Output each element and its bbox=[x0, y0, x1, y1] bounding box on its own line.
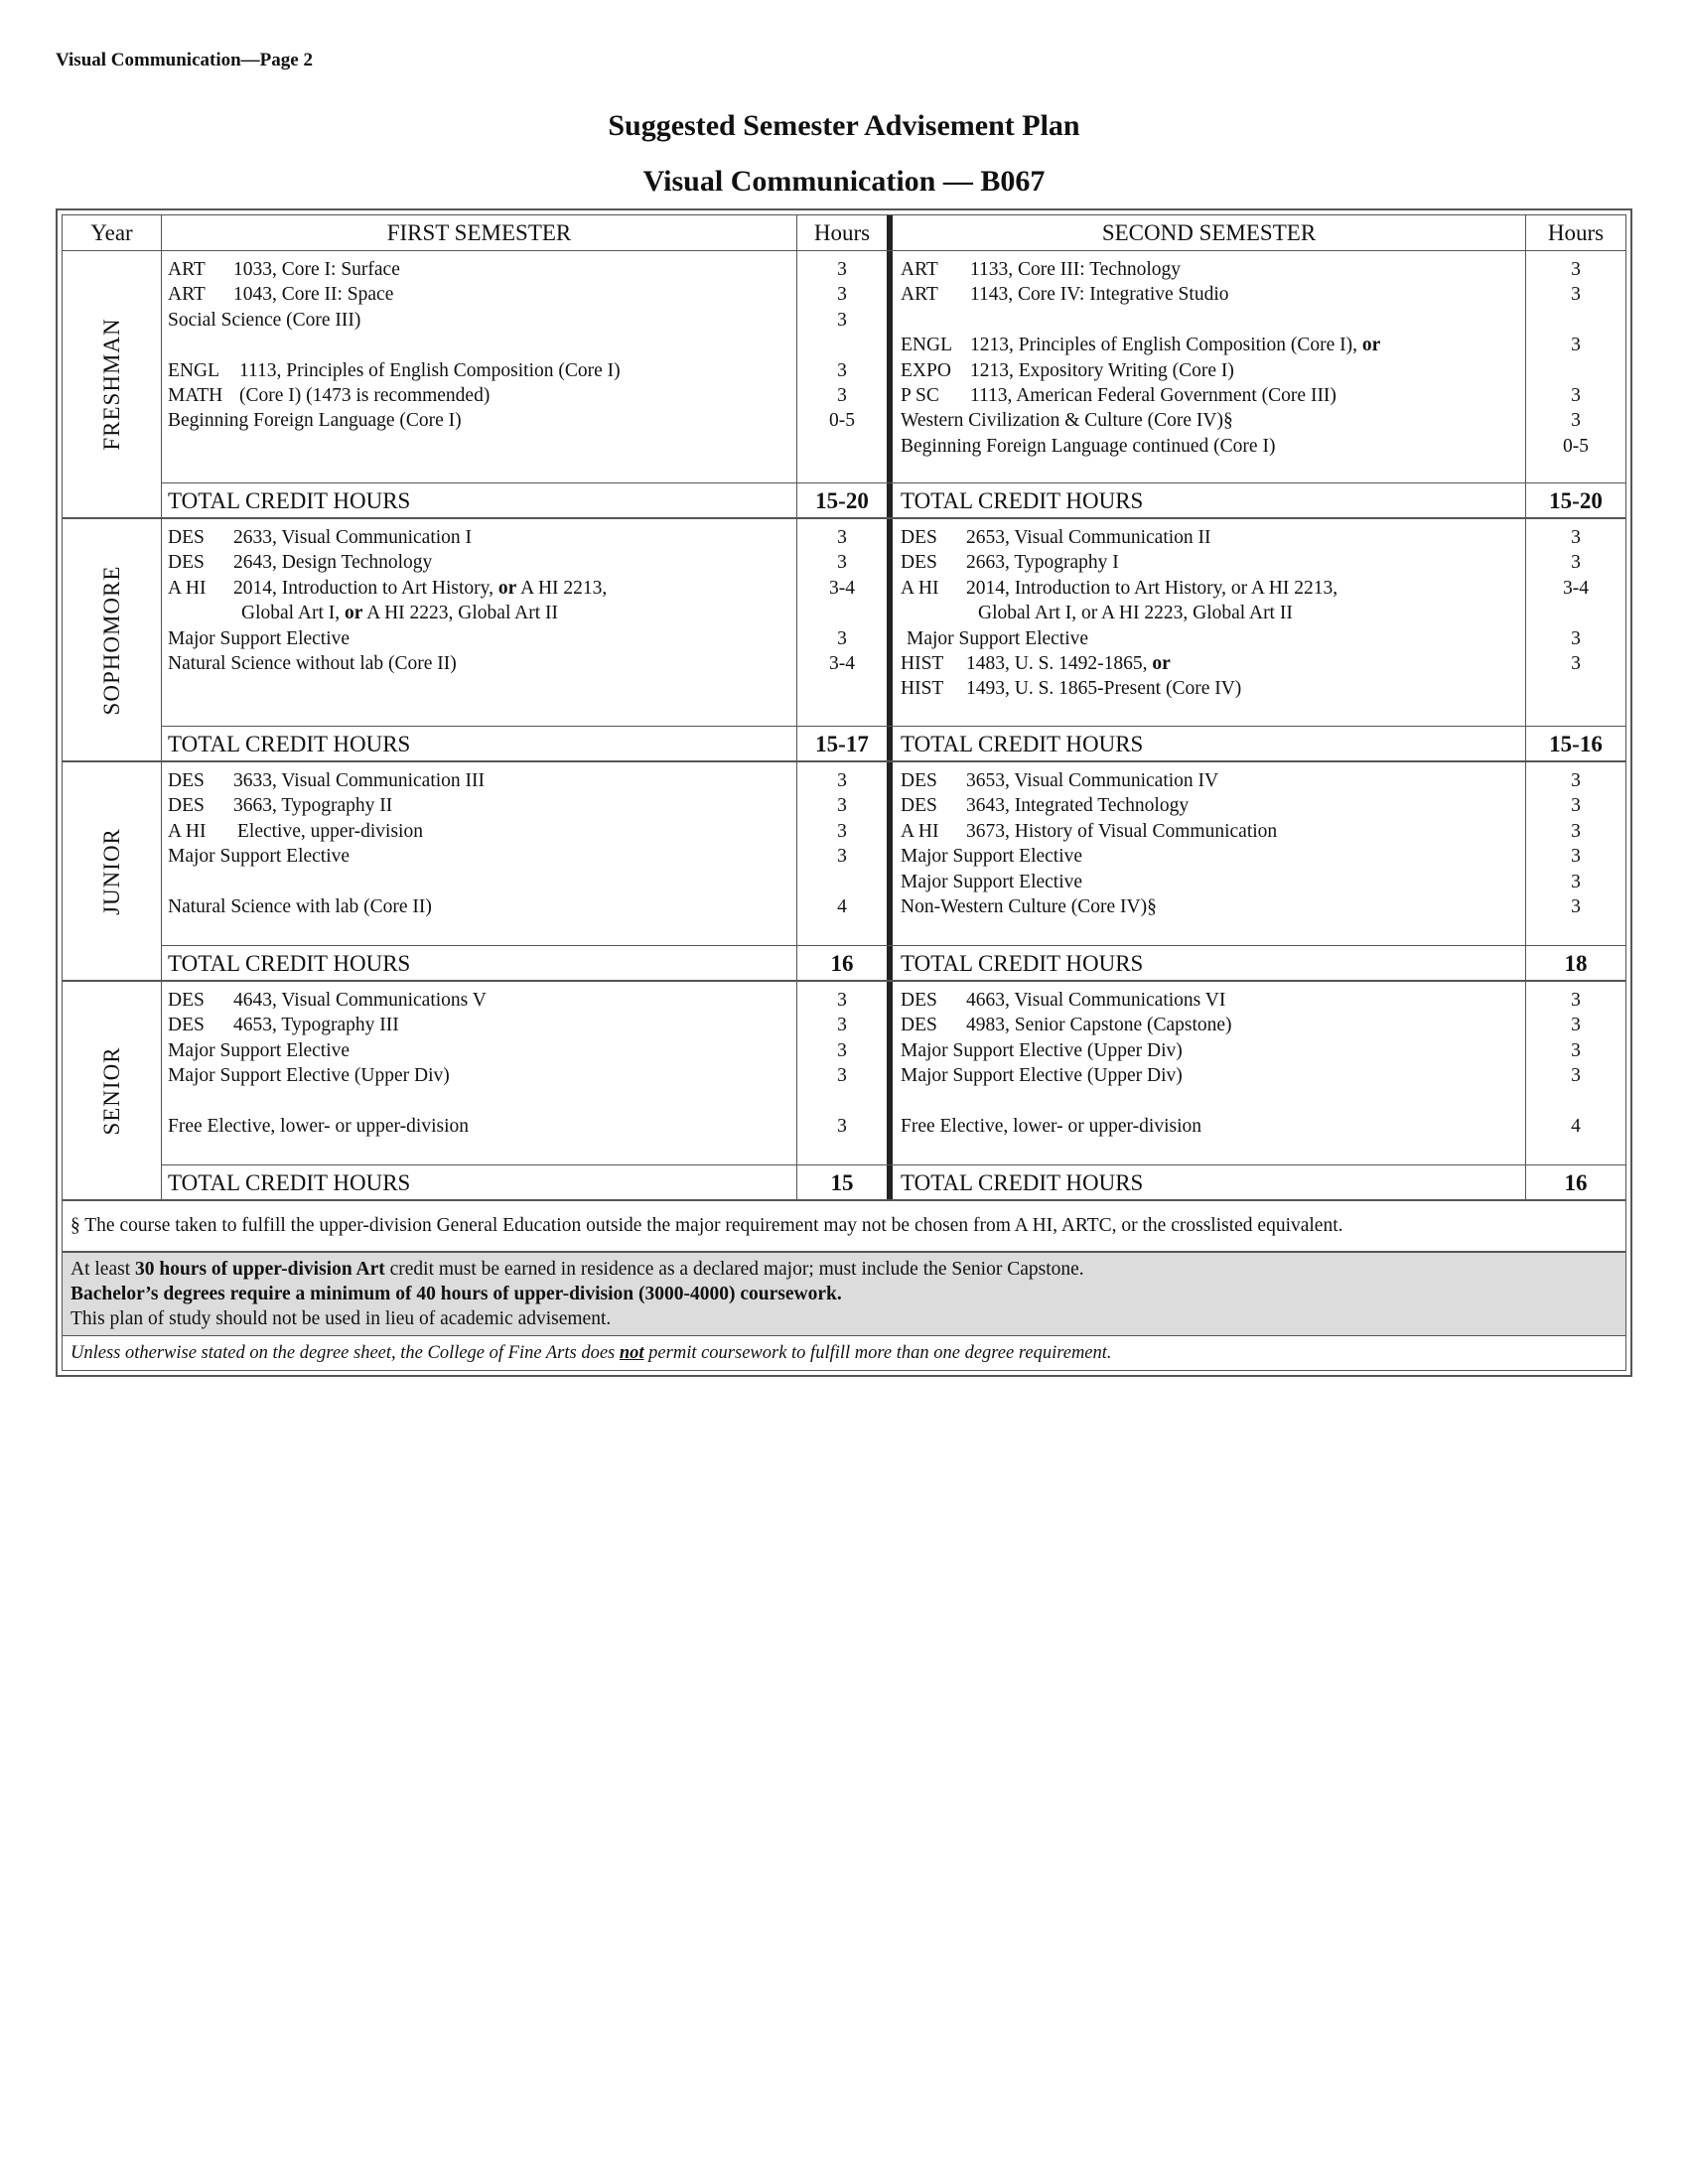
course-line: DES 4643, Visual Communications V bbox=[168, 990, 487, 1011]
course-line: Major Support Elective bbox=[907, 627, 1089, 649]
footnote: § The course taken to fulfill the upper-division General Education outside the major requirement may not be chosen from A HI, ARTC, or the crosslisted equivalent. bbox=[63, 1201, 1625, 1253]
course-line: ENGL 1113, Principles of English Composition (Core I) bbox=[168, 359, 621, 381]
page-header: Visual Communication—Page 2 bbox=[56, 50, 313, 70]
requirements-note: At least 30 hours of upper-division Art credit must be earned in residence as a declared major; must include the Senior Capstone. Bachelor’s degrees require a minimum of 40 hours of upper-division (3000-4000) coursework. This plan of study should not be used in lieu of academic advisement. bbox=[63, 1253, 1625, 1336]
course-line: Social Science (Core III) bbox=[168, 309, 361, 331]
year-label-freshman: FRESHMAN bbox=[63, 251, 162, 517]
course-line: HIST 1493, U. S. 1865-Present (Core IV) bbox=[901, 678, 1242, 700]
freshman-hours-1: 3 3 3 3 3 0-5 bbox=[797, 251, 893, 482]
sophomore-hours-1: 3 3 3-4 3 3-4 bbox=[797, 519, 893, 726]
course-line: ENGL 1213, Principles of English Composition (Core I), or bbox=[901, 335, 1381, 356]
year-label-sophomore: SOPHOMORE bbox=[63, 519, 162, 760]
course-line: ART 1133, Core III: Technology bbox=[901, 259, 1182, 280]
course-line: DES 2633, Visual Communication I bbox=[168, 527, 473, 548]
course-line: DES 4663, Visual Communications VI bbox=[901, 990, 1226, 1011]
senior-total-1: 15 bbox=[797, 1165, 893, 1199]
course-line: DES 3653, Visual Communication IV bbox=[901, 770, 1219, 791]
course-line: Major Support Elective (Upper Div) bbox=[901, 1039, 1183, 1061]
sophomore-second-semester bbox=[893, 519, 1526, 726]
header-first-semester: FIRST SEMESTER bbox=[162, 215, 797, 250]
course-line: DES 3643, Integrated Technology bbox=[901, 795, 1190, 817]
freshman-courses bbox=[162, 251, 1625, 483]
page-title: Suggested Semester Advisement Plan bbox=[608, 109, 1080, 142]
course-line: DES 2653, Visual Communication II bbox=[901, 527, 1211, 548]
course-line: Beginning Foreign Language (Core I) bbox=[168, 410, 462, 432]
course-line: ART 1143, Core IV: Integrative Studio bbox=[901, 284, 1229, 306]
course-line: P SC 1113, American Federal Government (Core III) bbox=[901, 384, 1336, 406]
sophomore-block bbox=[63, 519, 1625, 762]
freshman-hours-2: 3 3 3 3 3 0-5 bbox=[1563, 259, 1589, 457]
senior-total-row: TOTAL CREDIT HOURS 15 TOTAL CREDIT HOURS 16 bbox=[162, 1165, 1625, 1199]
course-line: Free Elective, lower- or upper-division bbox=[901, 1115, 1201, 1137]
course-line: ART 1033, Core I: Surface bbox=[168, 259, 400, 280]
course-line: DES 2663, Typography I bbox=[901, 552, 1119, 574]
senior-total-2: 16 bbox=[1564, 1170, 1588, 1195]
course-line: DES 2643, Design Technology bbox=[168, 552, 433, 574]
sophomore-total-row: TOTAL CREDIT HOURS 15-17 TOTAL CREDIT HOURS 15-16 bbox=[162, 727, 1625, 760]
year-label-junior: JUNIOR bbox=[63, 762, 162, 980]
sophomore-first-semester bbox=[162, 519, 797, 726]
course-line: Major Support Elective bbox=[901, 871, 1083, 892]
freshman-second-semester bbox=[893, 251, 1526, 482]
freshman-total-2: 15-20 bbox=[1549, 488, 1603, 513]
course-line: DES 3663, Typography II bbox=[168, 795, 393, 817]
senior-hours-2: 3 3 3 3 4 bbox=[1571, 990, 1581, 1137]
course-line: Major Support Elective (Upper Div) bbox=[901, 1065, 1183, 1087]
course-line: A HI 3673, History of Visual Communication bbox=[901, 820, 1278, 842]
header-hours-1: Hours bbox=[797, 215, 893, 250]
policy-note: Unless otherwise stated on the degree sheet, the College of Fine Arts does not permit coursework to fulfill more than one degree requirement. bbox=[70, 1343, 1112, 1363]
course-line: DES 4653, Typography III bbox=[168, 1015, 399, 1036]
course-line: ART 1043, Core II: Space bbox=[168, 284, 394, 306]
course-line: Major Support Elective bbox=[901, 846, 1083, 868]
course-line: EXPO 1213, Expository Writing (Core I) bbox=[901, 359, 1234, 381]
course-line: Global Art I, or A HI 2223, Global Art II bbox=[978, 603, 1293, 624]
course-line: DES 3633, Visual Communication III bbox=[168, 770, 486, 791]
table-header-row bbox=[63, 215, 1625, 251]
course-line: Non-Western Culture (Core IV)§ bbox=[901, 895, 1157, 917]
header-second-semester: SECOND SEMESTER bbox=[893, 215, 1526, 250]
senior-first-semester bbox=[162, 982, 797, 1164]
junior-courses bbox=[162, 762, 1625, 946]
senior-courses bbox=[162, 982, 1625, 1165]
sophomore-total-1: 15-17 bbox=[797, 727, 893, 760]
sophomore-courses bbox=[162, 519, 1625, 727]
freshman-first-semester bbox=[162, 251, 797, 482]
course-line: HIST 1483, U. S. 1492-1865, or bbox=[901, 652, 1171, 674]
course-line: Free Elective, lower- or upper-division bbox=[168, 1115, 469, 1137]
freshman-total-row: TOTAL CREDIT HOURS 15-20 TOTAL CREDIT HOURS 15-20 bbox=[162, 483, 1625, 517]
freshman-block bbox=[63, 251, 1625, 519]
freshman-total-1: 15-20 bbox=[797, 483, 893, 517]
course-line: Beginning Foreign Language continued (Core I) bbox=[901, 435, 1276, 457]
sophomore-hours-2: 3 3 3-4 3 3 bbox=[1563, 527, 1589, 674]
course-line: A HI 2014, Introduction to Art History, or A HI 2213, bbox=[168, 577, 608, 599]
course-line: MATH (Core I) (1473 is recommended) bbox=[168, 384, 491, 406]
course-line: Major Support Elective bbox=[168, 1039, 351, 1061]
junior-total-row: TOTAL CREDIT HOURS 16 TOTAL CREDIT HOURS 18 bbox=[162, 946, 1625, 980]
year-label-senior: SENIOR bbox=[63, 982, 162, 1199]
junior-first-semester bbox=[162, 762, 797, 945]
page-subtitle: Visual Communication — B067 bbox=[642, 165, 1046, 198]
junior-hours-2: 3 3 3 3 3 3 bbox=[1571, 770, 1581, 917]
junior-total-2: 18 bbox=[1564, 951, 1588, 976]
course-line: A HI Elective, upper-division bbox=[168, 820, 423, 842]
junior-block bbox=[63, 762, 1625, 982]
header-hours-2: Hours bbox=[1547, 220, 1605, 245]
course-line: Major Support Elective (Upper Div) bbox=[168, 1065, 450, 1087]
course-line: Natural Science with lab (Core II) bbox=[168, 895, 432, 917]
course-line: Major Support Elective bbox=[168, 846, 351, 868]
header-year: Year bbox=[63, 215, 162, 250]
course-line: DES 4983, Senior Capstone (Capstone) bbox=[901, 1015, 1232, 1036]
senior-second-semester bbox=[893, 982, 1526, 1164]
course-line: Global Art I, or A HI 2223, Global Art II bbox=[241, 603, 559, 624]
sophomore-total-2: 15-16 bbox=[1549, 732, 1603, 756]
senior-block bbox=[63, 982, 1625, 1201]
course-line: Natural Science without lab (Core II) bbox=[168, 652, 457, 674]
junior-second-semester bbox=[893, 762, 1526, 945]
course-line: Western Civilization & Culture (Core IV)§ bbox=[901, 410, 1233, 432]
junior-total-1: 16 bbox=[797, 946, 893, 980]
advisement-plan-table bbox=[56, 208, 1632, 1377]
course-line: A HI 2014, Introduction to Art History, or A HI 2213, bbox=[901, 577, 1338, 599]
senior-hours-1: 3 3 3 3 3 bbox=[797, 982, 893, 1164]
course-line: Major Support Elective bbox=[168, 627, 351, 649]
junior-hours-1: 3 3 3 3 4 bbox=[797, 762, 893, 945]
